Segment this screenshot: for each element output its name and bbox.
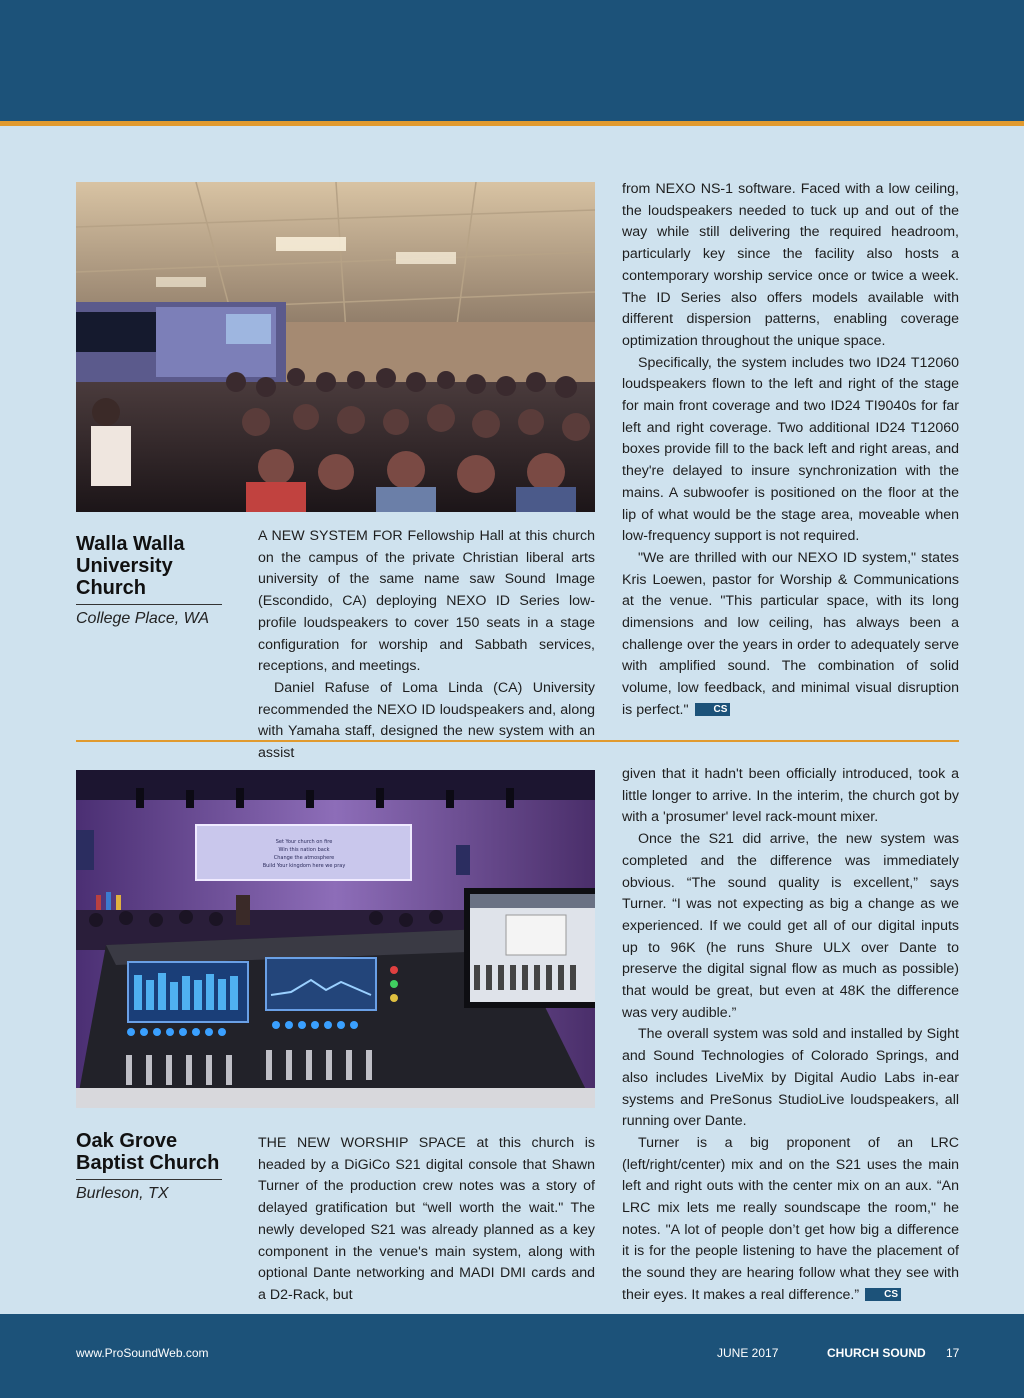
screen-lyric: Set Your church on fire (275, 839, 333, 845)
article2-right-column (622, 764, 959, 1307)
footer-section-name: CHURCH SOUND (827, 1346, 926, 1360)
church-location: Burleson, TX (76, 1185, 169, 1202)
footer-website-link[interactable]: www.ProSoundWeb.com (76, 1346, 209, 1360)
screen-lyric: Win this nation back (278, 847, 330, 853)
paragraph: Daniel Rafuse of Loma Linda (CA) University recommended the NEXO ID loudspeakers and, along with Yamaha staff, designed the new system with an assist (258, 679, 595, 762)
paragraph: The overall system was sold and installed by Sight and Sound Technologies of Colorado Springs, and also includes LiveMix by Digital Audio Labs in-ear systems and PreSonus StudioLive loudspeakers, all running over Dante. (622, 1026, 959, 1130)
header-rule (0, 121, 1024, 126)
cs-end-badge: CS (695, 703, 731, 716)
church-name-rule (76, 604, 222, 605)
paragraph-text: "We are thrilled with our NEXO ID system," states Kris Loewen, pastor for Worship & Communications at the venue. "This particular space, with its long dimensions and low ceiling, has always been a challenge over the years in order to adequately serve with amplified sound. The combination of solid volume, low feedback, and minimal visual disruption is perfect." (622, 549, 959, 718)
paragraph-text: Turner is a big proponent of an LRC (left/right/center) mix and on the S21 uses the main left and right outs with the center mix on an aux. “An LRC mix lets me really soundscape the room," he notes. "A lot of people don’t get how big a difference it is for the people listening to have the placement of the sound they are hearing follow what they see with their eyes. It makes a real difference.” (622, 1134, 959, 1303)
header-band (0, 0, 1024, 121)
paragraph: Once the S21 did arrive, the new system was completed and the difference was immediately obvious. “The sound quality is excellent,” says Turner. “I was not expecting as big a change as we experienced. If we could get all of our digital inputs up to 96K (he runs Shure ULX over Dante to preserve the digital signal flow as much as possible) that would be great, but even at 48K the difference was very audible.” (622, 831, 959, 1021)
paragraph-with-badge (622, 1133, 959, 1307)
paragraph: A NEW SYSTEM FOR Fellowship Hall at this church on the campus of the private Christian liberal arts university of the same name saw Sound Image (Escondido, CA) deploying NEXO ID Series low-profile loudspeakers to cover 150 seats in a stage configuration for worship and Sabbath services, receptions, and meetings. (258, 528, 595, 675)
paragraph: given that it hadn't been officially introduced, took a little longer to arrive. In the interim, the church got by with a 'prosumer' level rack-mount mixer. (622, 766, 959, 826)
footer-page-number: 17 (946, 1346, 960, 1360)
church-name-walla-walla: Walla Walla University Church (76, 533, 185, 599)
footer-issue-date: JUNE 2017 (717, 1346, 779, 1360)
paragraph: Specifically, the system includes two ID24 T12060 loudspeakers flown to the left and right of the stage for main front coverage and two ID24 TI9040s for far left and right coverage. Two additional ID24 T12060 boxes provide fill to the back left and right areas, and they're delayed to insure synchronization with the mains. A subwoofer is positioned on the floor at the lip of what would be the stage area, moveable when low-frequency support is not required. (622, 354, 959, 545)
article1-left-column (258, 526, 595, 765)
cs-end-badge: CS (865, 1288, 901, 1301)
screen-lyric: Change the atmosphere (273, 855, 335, 861)
church-name-rule (76, 1179, 222, 1180)
section-divider (76, 740, 959, 742)
screen-lyric: Build Your kingdom here we pray (262, 863, 346, 869)
mixing-console-photo (76, 770, 595, 1108)
church-name-oak-grove: Oak Grove Baptist Church (76, 1130, 220, 1174)
paragraph-with-badge (622, 548, 959, 722)
article1-right-column (622, 179, 959, 722)
fellowship-hall-photo (76, 182, 595, 512)
church-location: College Place, WA (76, 610, 210, 627)
paragraph: from NEXO NS-1 software. Faced with a low ceiling, the loudspeakers needed to tuck up and out of the way while still delivering the required headroom, particularly key since the facility also hosts a contemporary worship service once or twice a week. The ID Series also offers models available with different dispersion patterns, enabling coverage optimization throughout the unique space. (622, 181, 959, 349)
article2-left-column (258, 1133, 595, 1307)
paragraph: THE NEW WORSHIP SPACE at this church is headed by a DiGiCo S21 digital console that Shawn Turner of the production crew notes was a story of delayed gratification but “well worth the wait." The newly developed S21 was already planned as a key component in the venue's main system, along with optional Dante networking and MADI DMI cards and a D2-Rack, but (258, 1135, 595, 1303)
